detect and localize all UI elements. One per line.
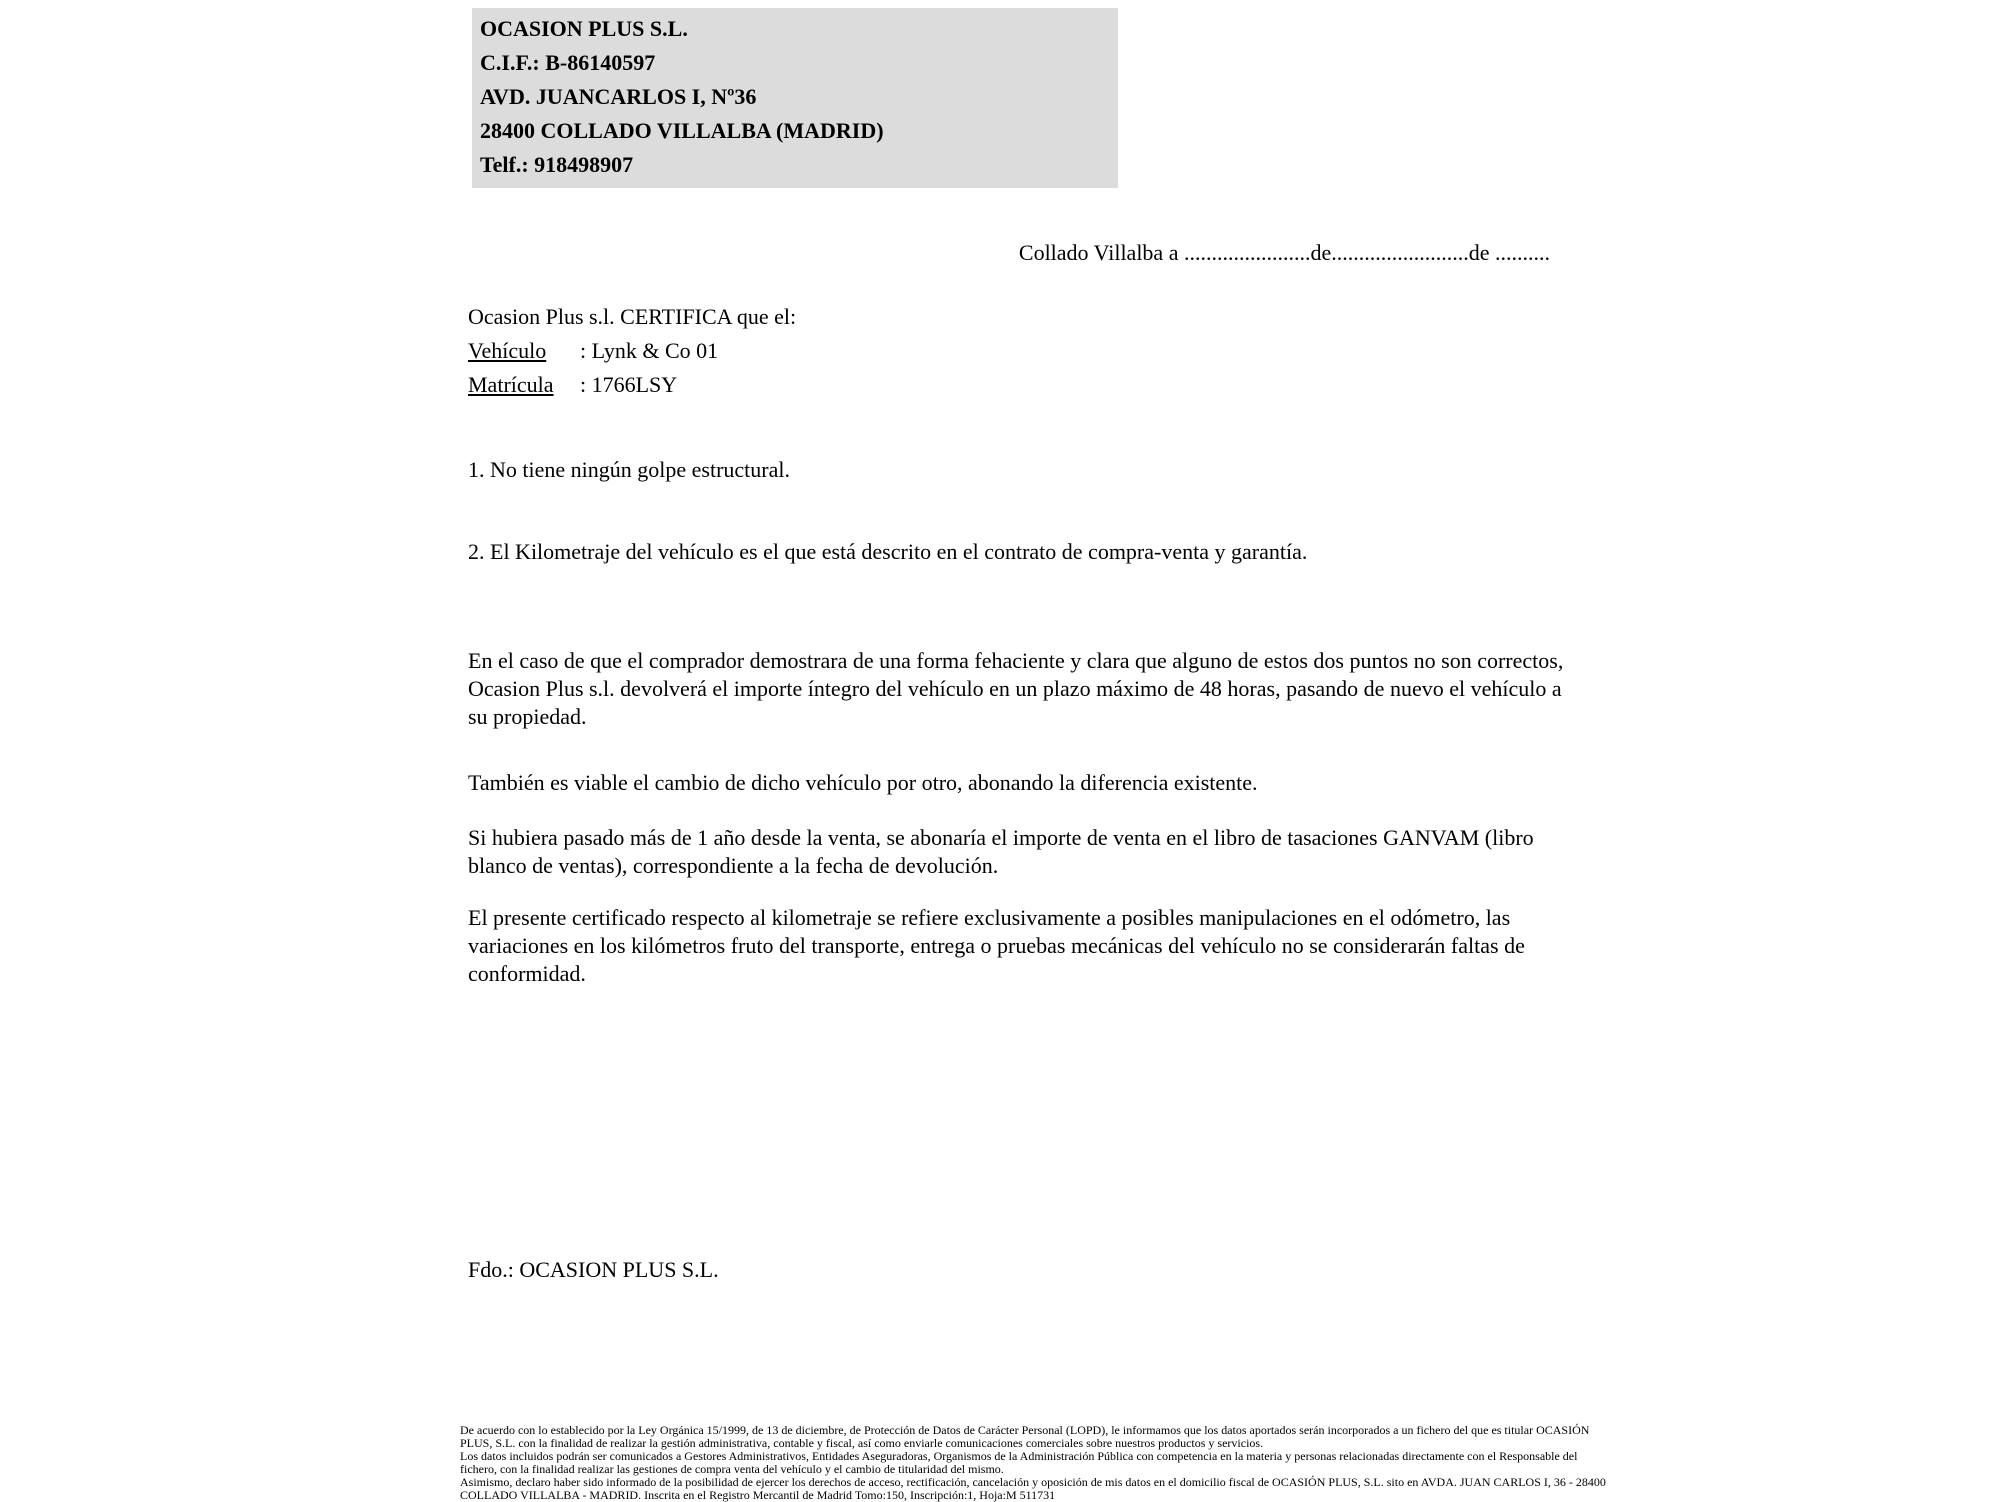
date-line: Collado Villalba a .......................de.........................de ..........: [1018, 240, 1550, 265]
signature-line: Fdo.: OCASION PLUS S.L.: [468, 1257, 719, 1282]
vehicle-label-text: Vehículo: [468, 338, 547, 363]
plate-value: : 1766LSY: [580, 372, 678, 397]
company-name: OCASION PLUS S.L.: [480, 16, 688, 41]
company-address: AVD. JUANCARLOS I, Nº36: [480, 84, 757, 109]
legal-paragraph-rights: Asimismo, declaro haber sido informado de la posibilidad de ejercer los derechos de acceso, rectificación, cancelación y oposición de mis datos en el domicilio fiscal de OCASIÓN PLUS, S.L. sito en AVDA. JUAN CARLOS I, 36 - 28400 COLLADO VILLALBA - MADRID. Inscrita en el Registro Mercantil de Madrid Tomo:150, Inscripción:1, Hoja:M 511731: [460, 1475, 1606, 1502]
plate-label: [468, 368, 580, 402]
plate-line: [468, 368, 1564, 402]
company-city: 28400 COLLADO VILLALBA (MADRID): [480, 118, 884, 143]
company-letterhead: [472, 8, 1118, 188]
document-body: [468, 300, 1564, 1284]
certify-intro: Ocasion Plus s.l. CERTIFICA que el:: [468, 304, 797, 329]
company-cif: C.I.F.: B-86140597: [480, 50, 656, 75]
vehicle-label: [468, 334, 580, 368]
paragraph-exchange: También es viable el cambio de dicho vehículo por otro, abonando la diferencia existente.: [468, 770, 1258, 795]
certificate-point-2: 2. El Kilometraje del vehículo es el que está descrito en el contrato de compra-venta y garantía.: [468, 539, 1308, 564]
certificate-point-1: 1. No tiene ningún golpe estructural.: [468, 457, 790, 482]
plate-label-text: Matrícula: [468, 372, 554, 397]
vehicle-line: [468, 334, 1564, 368]
paragraph-ganvam: Si hubiera pasado más de 1 año desde la venta, se abonaría el importe de venta en el libro de tasaciones GANVAM (libro blanco de ventas), correspondiente a la fecha de devolución.: [468, 825, 1534, 878]
company-phone: Telf.: 918498907: [480, 152, 634, 177]
legal-paragraph-data-sharing: Los datos incluidos podrán ser comunicados a Gestores Administrativos, Entidades Aseguradoras, Organismos de la Administración Pública con competencia en la materia y personas relacionadas directamente con el Responsable del fichero, con la finalidad realizar las gestiones de compra venta del vehículo y el cambio de titularidad del mismo.: [460, 1449, 1578, 1476]
legal-footer: [460, 1424, 1608, 1502]
paragraph-odometer: El presente certificado respecto al kilometraje se refiere exclusivamente a posibles manipulaciones en el odómetro, las variaciones en los kilómetros fruto del transporte, entrega o pruebas mecánicas del vehículo no se considerarán faltas de conformidad.: [468, 905, 1525, 986]
legal-paragraph-lopd: De acuerdo con lo establecido por la Ley Orgánica 15/1999, de 13 de diciembre, de Protección de Datos de Carácter Personal (LOPD), le informamos que los datos aportados serán incorporados a un fichero del que es titular OCASIÓN PLUS, S.L. con la finalidad de realizar la gestión administrativa, contable y fiscal, así como enviarle comunicaciones comerciales sobre nuestros productos y servicios.: [460, 1423, 1590, 1450]
paragraph-refund: En el caso de que el comprador demostrara de una forma fehaciente y clara que alguno de estos dos puntos no son correctos, Ocasion Plus s.l. devolverá el importe íntegro del vehículo en un plazo máximo de 48 horas, pasando de nuevo el vehículo a su propiedad.: [468, 648, 1564, 729]
vehicle-value: : Lynk & Co 01: [580, 338, 719, 363]
